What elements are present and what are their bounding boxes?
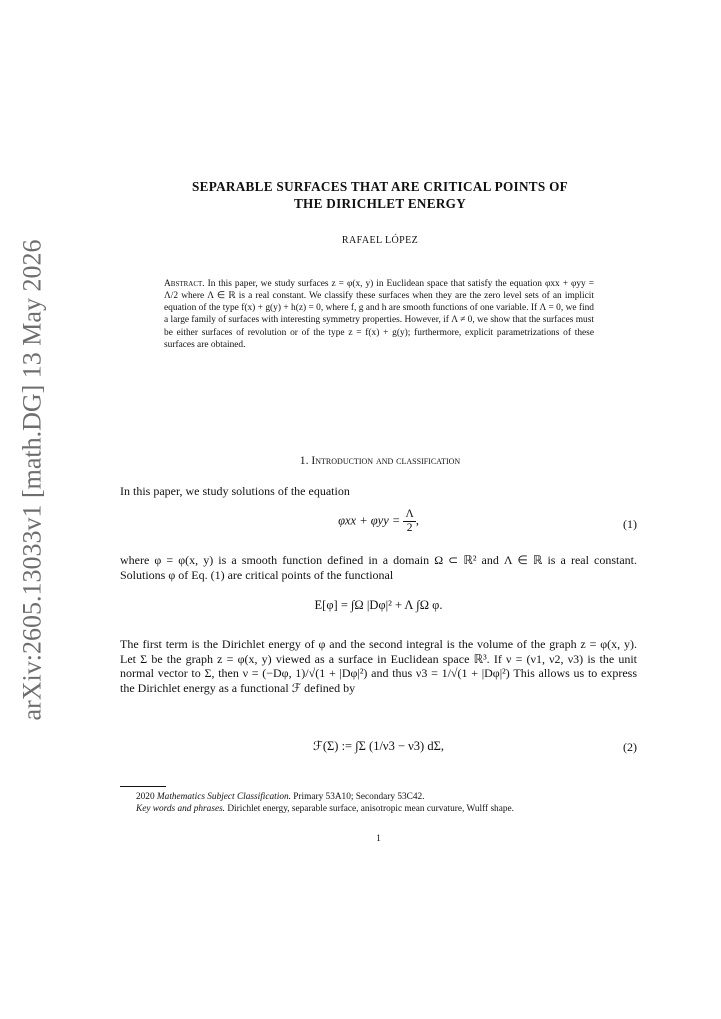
footnote-msc <box>120 791 637 803</box>
equation-energy-math: E[φ] = ∫Ω |Dφ|² + Λ ∫Ω φ. <box>314 598 443 612</box>
equation-2 <box>120 738 637 778</box>
footnote-rule <box>120 786 166 787</box>
section-number: 1. <box>299 454 309 467</box>
author: RAFAEL LÓPEZ <box>341 235 419 246</box>
equation-2-math: ℱ(Σ) := ∫Σ (1/ν3 − ν3) dΣ, <box>313 739 444 753</box>
abstract-label: Abstract. <box>164 279 205 289</box>
section-title: Introduction and classification <box>311 454 461 467</box>
msc-label: Mathematics Subject Classification. <box>156 792 291 802</box>
arxiv-identifier: arXiv:2605.13033v1 [math.DG] 13 May 2026 <box>17 239 46 721</box>
title-line-1: SEPARABLE SURFACES THAT ARE CRITICAL POINTS OF <box>191 179 569 194</box>
equation-1-lhs: φxx + φyy = <box>338 513 401 528</box>
section-heading <box>120 454 640 467</box>
footnote-keywords <box>120 803 637 815</box>
equation-1-math: φxx + φyy = $\frac{\Lambda}{2}$ , <box>338 508 419 534</box>
page-number: 1 <box>376 834 381 844</box>
paragraph-domain: where φ = φ(x, y) is a smooth function defined in a domain Ω ⊂ ℝ² and Λ ∈ ℝ is a real constant. Solutions φ of Eq. (1) are critical points of the functional <box>120 553 637 582</box>
equation-1-fraction <box>403 508 415 535</box>
equation-1-denominator: 2 <box>406 522 413 534</box>
paragraph-intro: In this paper, we study solutions of the equation <box>120 484 350 498</box>
equation-1 <box>120 508 637 548</box>
equation-energy <box>120 598 637 638</box>
abstract <box>164 278 594 351</box>
msc-year: 2020 <box>136 792 155 802</box>
msc-codes: Primary 53A10; Secondary 53C42. <box>293 792 425 802</box>
title-line-2: THE DIRICHLET ENERGY <box>293 196 467 211</box>
arxiv-stamp <box>8 239 56 721</box>
equation-1-numerator: Λ <box>405 508 414 520</box>
paper-title <box>120 178 640 212</box>
equation-2-tag: (2) <box>623 740 637 754</box>
keywords-text: Dirichlet energy, separable surface, anisotropic mean curvature, Wulff shape. <box>227 804 514 814</box>
equation-1-tag: (1) <box>623 517 637 531</box>
paragraph-dirichlet: The first term is the Dirichlet energy of φ and the second integral is the volume of the graph z = φ(x, y). Let Σ be the graph z = φ(x, y) viewed as a surface in Euclidean space ℝ³. If ν = (ν1, ν2, ν3) is the unit normal vector to Σ, then ν = (−Dφ, 1)/√(1 + |Dφ|²) and thus ν3 = 1/√(1 + |Dφ|²) This allows us to express the Dirichlet energy as a functional ℱ defined by <box>120 637 637 695</box>
abstract-text: In this paper, we study surfaces z = φ(x, y) in Euclidean space that satisfy the equation φxx + φyy = Λ/2 where Λ ∈ ℝ is a real constant. We classify these surfaces when they are the zero level sets of an implicit equation of the type f(x) + g(y) + h(z) = 0, where f, g and h are smooth functions of one variable. If Λ = 0, we find a large family of surfaces with interesting symmetry properties. However, if Λ ≠ 0, we show that the surfaces must be either surfaces of revolution or of the type z = f(x) + g(y); furthermore, explicit parametrizations of these surfaces are obtained. <box>164 279 595 350</box>
keywords-label: Key words and phrases. <box>136 804 226 814</box>
